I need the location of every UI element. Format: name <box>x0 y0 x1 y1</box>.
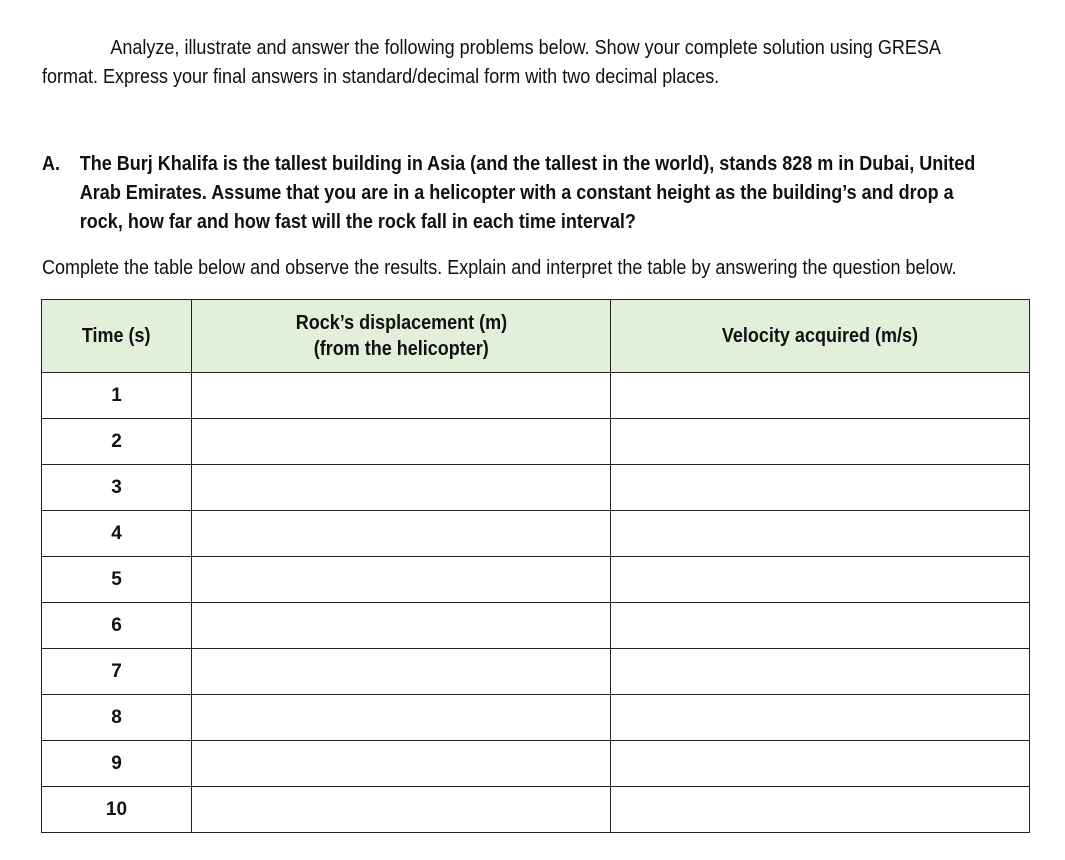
time-cell: 3 <box>42 465 192 511</box>
displacement-cell[interactable] <box>192 511 611 557</box>
time-cell: 9 <box>42 741 192 787</box>
displacement-cell[interactable] <box>192 419 611 465</box>
velocity-cell[interactable] <box>611 511 1030 557</box>
problem-text <box>80 150 1034 237</box>
displacement-cell[interactable] <box>192 373 611 419</box>
time-cell: 4 <box>42 511 192 557</box>
velocity-cell[interactable] <box>611 373 1030 419</box>
table-row <box>42 373 1030 419</box>
velocity-cell[interactable] <box>611 419 1030 465</box>
table-row <box>42 649 1030 695</box>
displacement-cell[interactable] <box>192 695 611 741</box>
time-cell: 1 <box>42 373 192 419</box>
header-displacement-line-2: (from the helicopter) <box>313 338 489 360</box>
problem-label: A. <box>42 153 60 175</box>
time-cell: 8 <box>42 695 192 741</box>
problem-line-2: Arab Emirates. Assume that you are in a helicopter with a constant height as the building’s and drop a <box>79 182 954 204</box>
answer-table <box>41 299 1030 833</box>
problem-line-3: rock, how far and how fast will the rock fall in each time interval? <box>79 211 636 233</box>
velocity-cell[interactable] <box>611 649 1030 695</box>
header-velocity: Velocity acquired (m/s) <box>611 300 1030 373</box>
table-row <box>42 511 1030 557</box>
header-displacement-line-1: Rock’s displacement (m) <box>295 312 507 334</box>
displacement-cell[interactable] <box>192 557 611 603</box>
instructions-line-1: Analyze, illustrate and answer the following problems below. Show your complete solution using GRESA <box>110 37 941 59</box>
problem-line-1: The Burj Khalifa is the tallest building in Asia (and the tallest in the world), stands 828 m in Dubai, United <box>79 153 976 175</box>
displacement-cell[interactable] <box>192 787 611 833</box>
time-cell: 5 <box>42 557 192 603</box>
time-cell: 10 <box>42 787 192 833</box>
velocity-cell[interactable] <box>611 465 1030 511</box>
table-row <box>42 557 1030 603</box>
header-displacement <box>192 300 611 373</box>
table-directions: Complete the table below and observe the results. Explain and interpret the table by answering the question below. <box>42 257 957 279</box>
instructions-line-2: format. Express your final answers in standard/decimal form with two decimal places. <box>42 66 720 88</box>
table-row <box>42 465 1030 511</box>
displacement-cell[interactable] <box>192 603 611 649</box>
displacement-cell[interactable] <box>192 741 611 787</box>
table-row <box>42 419 1030 465</box>
table-header-row <box>42 300 1030 373</box>
velocity-cell[interactable] <box>611 557 1030 603</box>
table-row <box>42 741 1030 787</box>
instructions-paragraph <box>42 34 1032 92</box>
velocity-cell[interactable] <box>611 695 1030 741</box>
header-time: Time (s) <box>42 300 192 373</box>
problem-a <box>42 150 1032 237</box>
table-body <box>42 373 1030 833</box>
time-cell: 6 <box>42 603 192 649</box>
displacement-cell[interactable] <box>192 465 611 511</box>
time-cell: 2 <box>42 419 192 465</box>
table-row <box>42 695 1030 741</box>
table-row <box>42 787 1030 833</box>
velocity-cell[interactable] <box>611 741 1030 787</box>
table-row <box>42 603 1030 649</box>
time-cell: 7 <box>42 649 192 695</box>
velocity-cell[interactable] <box>611 603 1030 649</box>
displacement-cell[interactable] <box>192 649 611 695</box>
velocity-cell[interactable] <box>611 787 1030 833</box>
